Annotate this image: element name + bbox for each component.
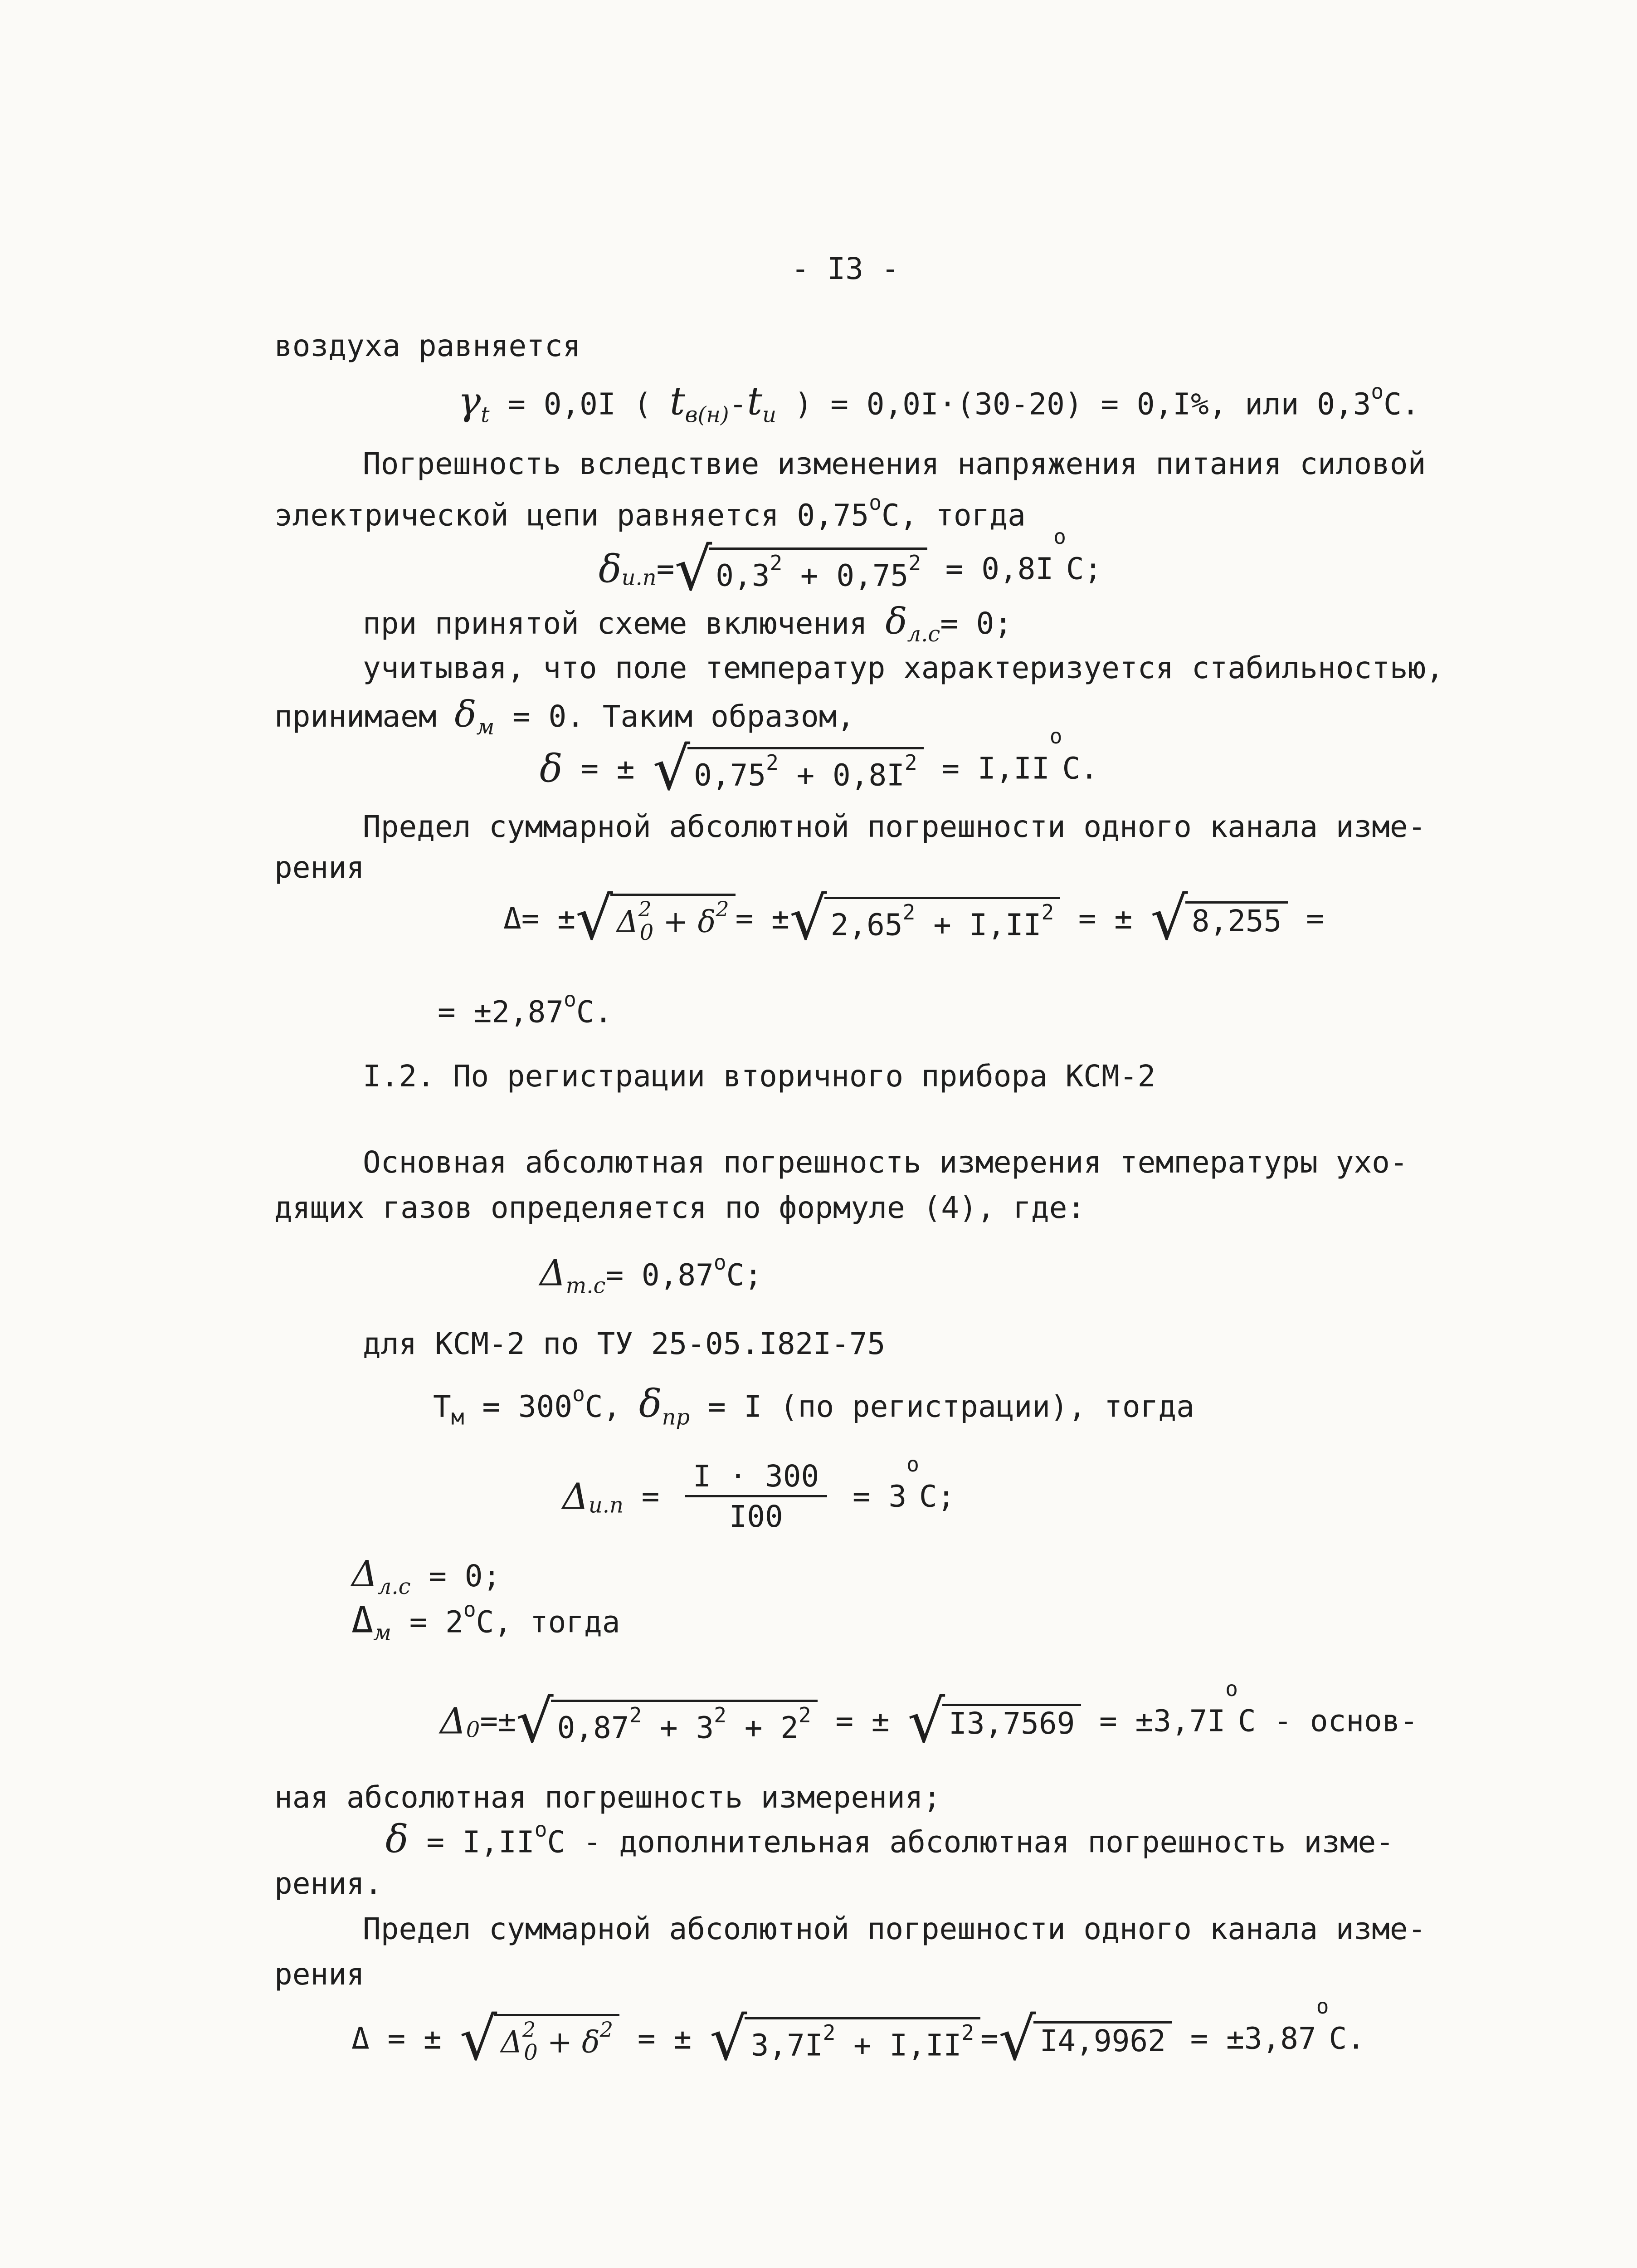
formula-text: + 0,75 — [782, 558, 909, 593]
paragraph-line: рения — [274, 850, 365, 885]
radical — [1150, 884, 1288, 953]
exponent: 2 — [1041, 900, 1054, 925]
formula-text: = ± — [521, 901, 575, 936]
text-line: для КСМ-2 по ТУ 25-05.I82I-75 — [363, 1326, 886, 1361]
radicand — [745, 2017, 981, 2061]
sqrt-sign: √ — [709, 2004, 747, 2073]
subscript: в(н) — [685, 402, 729, 428]
radicand — [494, 2014, 619, 2066]
exponent: 2 — [629, 1702, 642, 1727]
sqrt-sign: √ — [1150, 884, 1188, 953]
sqrt-sign: √ — [674, 534, 712, 604]
paragraph-line: Основная абсолютная погрешность измерения температуры ухо- — [363, 1145, 1408, 1180]
symbol: δ — [454, 693, 477, 735]
subscript: t — [481, 402, 490, 428]
sqrt-sign: √ — [459, 2004, 497, 2073]
radicand: 8,255 — [1185, 901, 1288, 936]
formula-text: С, — [585, 1389, 639, 1424]
radicand — [709, 547, 927, 591]
symbol: t — [747, 379, 763, 424]
subscript: 0 — [466, 1717, 480, 1743]
formula-text: = ± — [619, 2021, 710, 2056]
text: = I,II — [408, 1824, 535, 1860]
symbol: Δ — [351, 1553, 378, 1595]
exponent: 2 — [599, 2017, 614, 2042]
formula-text: = 0,87 — [605, 1257, 714, 1293]
degree: о — [1053, 524, 1066, 549]
fraction — [685, 1459, 827, 1535]
text: принимаем — [274, 699, 455, 734]
degree: о — [534, 1817, 547, 1842]
radical — [674, 534, 927, 604]
paragraph-line: дящих газов определяется по формуле (4), где: — [274, 1190, 1086, 1225]
formula-text: = — [980, 2021, 999, 2056]
text: при принятой схеме включения — [363, 606, 886, 641]
sqrt-sign: √ — [653, 734, 691, 803]
paragraph-line — [274, 492, 1026, 531]
radical — [789, 884, 1060, 953]
formula-text: 0,3 — [716, 558, 770, 593]
symbol: δ — [599, 547, 622, 591]
formula-text: С. — [1384, 386, 1420, 422]
text: = 0; — [940, 606, 1013, 641]
exponent: 2 — [766, 750, 779, 775]
subscript: 0 — [524, 2040, 538, 2066]
symbol: Δ — [540, 1251, 566, 1294]
exponent: 2 — [770, 550, 783, 575]
symbol: δ — [385, 1817, 409, 1862]
symbol: t — [669, 379, 685, 424]
formula-delta-total — [540, 724, 1098, 803]
formula-text: 0,87 — [557, 1710, 629, 1745]
formula-text: С; — [919, 1479, 955, 1514]
formula-text: = I,II — [923, 751, 1050, 786]
text: С - дополнительная абсолютная погрешность изме- — [547, 1824, 1394, 1860]
formula-text: + — [653, 904, 698, 939]
subscript: м — [476, 714, 495, 740]
symbol: δ — [639, 1381, 662, 1426]
sqrt-sign: √ — [789, 884, 827, 953]
formula-text: - — [729, 386, 747, 422]
paragraph-line: Предел суммарной абсолютной погрешности одного канала изме- — [363, 809, 1426, 844]
symbol: Т — [433, 1389, 451, 1424]
paragraph-line: Предел суммарной абсолютной погрешности одного канала изме- — [363, 1911, 1426, 1946]
degree: о — [869, 490, 882, 515]
formula-text: + 0,8I — [778, 758, 905, 793]
formula-text: + I,II — [835, 2028, 962, 2063]
formula-delta-tc — [540, 1250, 763, 1299]
formula-text: С. — [1062, 751, 1098, 786]
text-line: воздуха равняется — [274, 328, 581, 363]
exponent: 2 — [798, 1702, 811, 1727]
degree: о — [463, 1597, 476, 1622]
sqrt-sign: √ — [998, 2004, 1036, 2073]
symbol: δ — [582, 2024, 600, 2060]
formula-text: = ± — [817, 1703, 908, 1739]
exponent: 2 — [522, 2017, 536, 2042]
text: С, тогда — [881, 498, 1026, 533]
formula-text: = — [656, 551, 675, 587]
symbol: δ — [540, 746, 563, 791]
formula-text: С. — [576, 994, 613, 1030]
paragraph-line: рения — [274, 1957, 365, 1992]
formula-text: = 0; — [410, 1559, 501, 1593]
degree: о — [1316, 1994, 1329, 2019]
symbol: δ — [697, 904, 716, 939]
subscript: 0 — [639, 919, 654, 945]
formula-gamma-t — [458, 379, 1420, 428]
formula-delta-0 — [440, 1677, 1418, 1756]
radical — [907, 1686, 1081, 1756]
formula-text: + 3 — [642, 1710, 714, 1745]
formula-text: С; — [1066, 551, 1102, 587]
exponent: 2 — [902, 900, 916, 925]
subscript: м — [451, 1404, 464, 1430]
formula-text: ) = 0,0I·(30-20) = 0,I%, или 0,3 — [776, 386, 1371, 422]
radical — [459, 2004, 619, 2073]
radical — [575, 884, 736, 953]
exponent: 2 — [908, 550, 921, 575]
formula-text: = ± — [562, 751, 653, 786]
formula-delta-ip-fraction — [562, 1452, 955, 1535]
formula-text: = 3 — [834, 1479, 907, 1514]
formula-text: = 2 — [391, 1604, 463, 1640]
formula-text: = ±3,7I — [1081, 1703, 1226, 1739]
formula-text: = — [623, 1479, 678, 1514]
formula-limit-2 — [351, 1994, 1365, 2073]
formula-text: С - основ- — [1237, 1703, 1418, 1739]
formula-result — [438, 987, 613, 1030]
subscript: т.с — [565, 1273, 606, 1299]
radicand — [687, 747, 924, 791]
text-line: ная абсолютная погрешность измерения; — [274, 1780, 941, 1815]
formula-text: + I,II — [915, 907, 1042, 943]
exponent: 2 — [716, 897, 729, 922]
exponent: 2 — [638, 897, 652, 922]
exponent: 2 — [961, 2020, 974, 2045]
formula-text: 3,7I — [750, 2028, 823, 2063]
symbol: Δ — [351, 2021, 370, 2056]
radical — [998, 2004, 1172, 2073]
symbol: δ — [885, 600, 907, 642]
formula-text: С. — [1329, 2021, 1365, 2056]
formula-text: = — [1288, 901, 1324, 936]
symbol: Δ — [501, 2024, 522, 2060]
degree: о — [1049, 724, 1062, 748]
text-line — [363, 600, 1013, 647]
symbol: Δ — [440, 1700, 466, 1742]
degree: о — [572, 1382, 585, 1406]
page-number: - I3 - — [791, 251, 900, 286]
radical — [709, 2004, 980, 2073]
formula-text: = ±3,87 — [1172, 2021, 1316, 2056]
formula-text: С, тогда — [476, 1604, 620, 1640]
radical — [516, 1686, 818, 1756]
subscript: и.п — [588, 1492, 624, 1518]
exponent: 2 — [823, 2020, 836, 2045]
symbol: Δ — [562, 1475, 589, 1518]
sqrt-sign: √ — [907, 1686, 945, 1756]
sqrt-sign: √ — [575, 884, 613, 953]
text-line: рения. — [274, 1866, 383, 1901]
radical — [653, 734, 923, 803]
formula-delta-m — [351, 1597, 620, 1646]
sqrt-sign: √ — [516, 1686, 554, 1756]
subscript: л.с — [907, 621, 940, 647]
formula-text: 2,65 — [830, 907, 903, 943]
radicand — [610, 894, 736, 943]
exponent: 2 — [904, 750, 917, 775]
formula-text: = 0,0I ( — [489, 386, 670, 422]
formula-text: = 0,8I — [927, 551, 1054, 587]
paragraph-line: Погрешность вследствие изменения напряжения питания силовой — [363, 446, 1426, 481]
denominator: I00 — [729, 1499, 783, 1535]
symbol: Δ — [351, 1598, 374, 1641]
formula-text: = ± — [735, 901, 789, 936]
radicand: I4,9962 — [1033, 2021, 1172, 2056]
formula-delta-ls — [351, 1553, 501, 1599]
radicand: I3,7569 — [942, 1704, 1081, 1739]
symbol: Δ — [616, 904, 638, 939]
formula-tm — [433, 1383, 1194, 1428]
subscript: и — [762, 402, 777, 428]
formula-limit-1 — [503, 884, 1324, 953]
degree: о — [1225, 1677, 1238, 1701]
exponent: 2 — [714, 1702, 726, 1727]
symbol: γ — [458, 379, 481, 424]
formula-text: = ± — [369, 2021, 460, 2056]
text-line — [385, 1817, 1394, 1862]
section-heading: I.2. По регистрации вторичного прибора КСМ-2 — [363, 1059, 1156, 1094]
formula-text: 0,75 — [694, 758, 766, 793]
text: = 0. Таким образом, — [494, 699, 855, 734]
formula-text: С; — [726, 1257, 763, 1293]
formula-text: = I (по регистрации), тогда — [690, 1389, 1194, 1424]
degree: о — [713, 1250, 726, 1275]
formula-text: = ± — [1060, 901, 1150, 936]
formula-text: + 2 — [726, 1710, 799, 1745]
radicand — [551, 1700, 818, 1743]
degree: о — [1371, 379, 1384, 404]
text-line: учитывая, что поле температур характеризуется стабильностью, — [363, 650, 1444, 685]
symbol: Δ — [503, 901, 521, 936]
formula-text: =± — [480, 1703, 516, 1739]
formula-text: + — [537, 2024, 582, 2060]
subscript: пр — [662, 1404, 690, 1430]
formula-delta-ip — [599, 524, 1102, 604]
text: электрической цепи равняется 0,75 — [274, 498, 869, 533]
formula-text: = 300 — [464, 1389, 573, 1424]
subscript: и.п — [621, 565, 657, 591]
subscript: м — [373, 1620, 391, 1646]
radicand — [824, 897, 1061, 943]
degree: о — [564, 987, 576, 1012]
subscript: л.с — [377, 1574, 411, 1599]
formula-text: = ±2,87 — [438, 994, 564, 1030]
degree: о — [906, 1452, 919, 1476]
numerator: I · 300 — [685, 1461, 827, 1497]
